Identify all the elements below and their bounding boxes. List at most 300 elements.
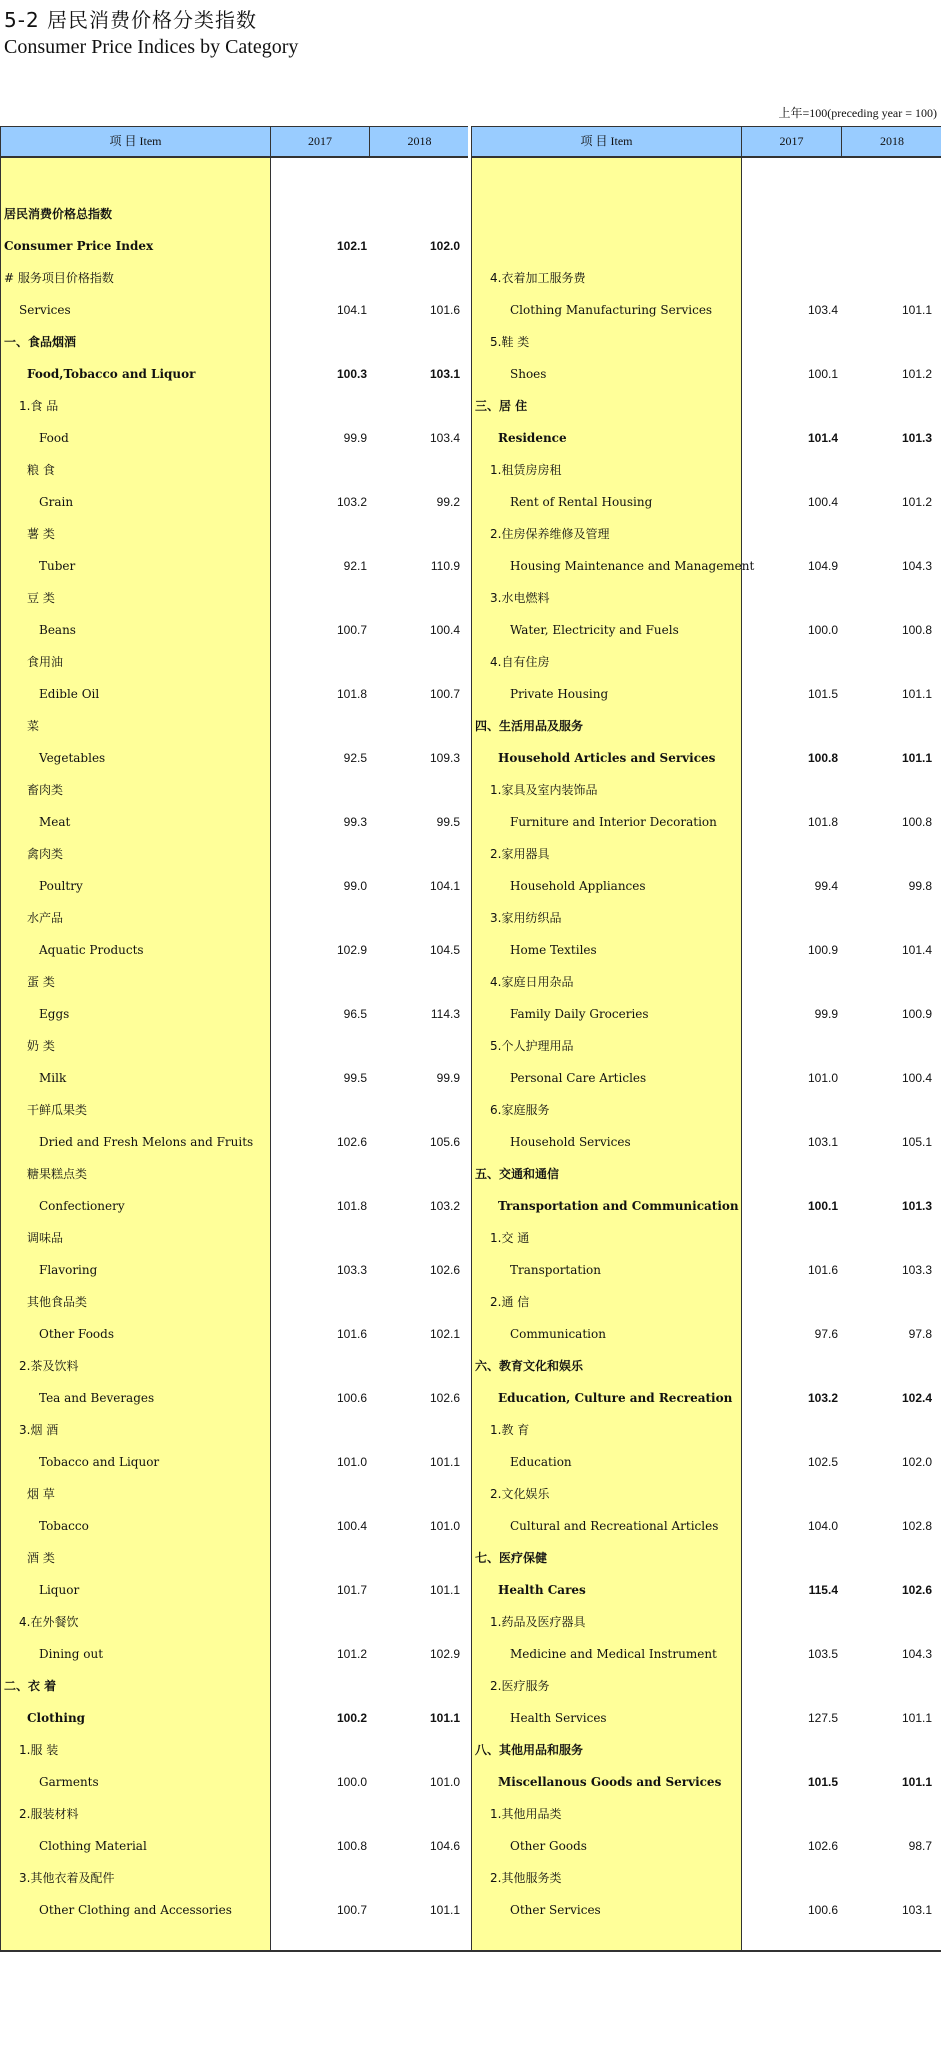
table-row [472,902,941,934]
value-2017: 101.8 [336,687,367,701]
value-2018 [842,1606,932,1638]
row-label: Other Goods [510,1839,587,1853]
value-2017 [271,166,367,198]
value-2018 [371,902,460,934]
table-row [1,1510,469,1542]
value-2017: 101.6 [807,1263,838,1277]
table-row [472,550,941,582]
table-row [472,646,941,678]
value-2017 [271,710,367,742]
value-2018 [842,710,932,742]
value-2018: 101.4 [901,943,932,957]
table-row [1,230,469,262]
value-2018: 104.3 [901,1647,932,1661]
table-row [1,454,469,486]
value-2017: 100.0 [336,1775,367,1789]
row-label: 粮 食 [27,463,55,477]
value-2017: 99.4 [814,879,838,893]
value-2018: 104.1 [429,879,460,893]
row-label: 一、食品烟酒 [4,335,77,349]
row-label: Tuber [39,559,76,573]
value-2018: 101.1 [429,1455,460,1469]
value-2017 [271,966,367,998]
value-2017: 103.5 [807,1647,838,1661]
value-2017: 100.8 [336,1839,367,1853]
value-2018: 101.1 [901,751,932,765]
table-row [1,1638,469,1670]
value-2017 [271,1798,367,1830]
value-2018: 101.1 [901,1711,932,1725]
table-row [472,1862,941,1894]
value-2017 [742,262,838,294]
row-label: 1.教 育 [490,1423,530,1437]
table-row [1,1830,469,1862]
table-row [472,1190,941,1222]
value-2018: 103.2 [429,1199,460,1213]
value-2018 [371,838,460,870]
value-2018 [371,1030,460,1062]
value-2018: 102.0 [901,1455,932,1469]
row-label: 其他食品类 [27,1295,88,1309]
row-label: Home Textiles [510,943,597,957]
table-row [472,806,941,838]
table-row [1,1766,469,1798]
value-2017 [271,646,367,678]
value-2018 [842,230,932,262]
table-row [1,1030,469,1062]
table-row [472,1510,941,1542]
value-2017: 92.1 [343,559,367,573]
row-label: Food,Tobacco and Liquor [27,367,196,381]
table-row [472,1766,941,1798]
value-2018 [842,518,932,550]
row-label: 3.水电燃料 [490,591,550,605]
value-2018: 102.6 [429,1391,460,1405]
table-header [472,126,941,158]
table-row [472,230,941,262]
value-2018: 98.7 [908,1839,932,1853]
row-label: 六、教育文化和娱乐 [475,1359,584,1373]
table-row [1,1414,469,1446]
table-row [472,678,941,710]
table-row [1,934,469,966]
table-row [1,582,469,614]
value-2018 [842,1286,932,1318]
value-2017 [742,518,838,550]
table-row [472,1286,941,1318]
table-row [472,1382,941,1414]
row-label: 四、生活用品及服务 [475,719,584,733]
row-label: 调味品 [27,1231,64,1245]
value-2017 [742,1030,838,1062]
table-row [1,1798,469,1830]
value-2018 [371,1350,460,1382]
value-2017 [271,1478,367,1510]
value-2018 [842,166,932,198]
value-2018 [371,198,460,230]
table-row [1,1542,469,1574]
row-label: 2.住房保养维修及管理 [490,527,610,541]
row-label: Liquor [39,1583,80,1597]
value-2017: 100.7 [336,623,367,637]
table-row [472,1702,941,1734]
table-row [472,1670,941,1702]
value-2018: 110.9 [430,559,460,573]
value-2017: 97.6 [814,1327,838,1341]
value-2017 [742,1478,838,1510]
value-2018 [371,326,460,358]
table-row [472,838,941,870]
value-2017 [742,774,838,806]
value-2017: 101.0 [807,1071,838,1085]
row-label: 2.通 信 [490,1295,530,1309]
value-2017: 99.3 [343,815,367,829]
row-label: Health Services [510,1711,607,1725]
header-2018: 2018 [407,134,432,148]
value-2017 [742,198,838,230]
row-label: Medicine and Medical Instrument [510,1647,717,1661]
value-2018 [842,198,932,230]
value-2018: 99.8 [908,879,932,893]
value-2018: 102.6 [901,1583,932,1597]
row-label: 禽肉类 [27,847,64,861]
value-2017: 127.5 [807,1711,838,1725]
value-2017 [271,838,367,870]
row-label: Edible Oil [39,687,100,701]
row-label: 糖果糕点类 [27,1167,88,1181]
row-label: 2.家用器具 [490,847,550,861]
row-label: 干鲜瓜果类 [27,1103,88,1117]
value-2018: 100.4 [429,623,460,637]
row-label: 1.租赁房房租 [490,463,562,477]
value-2018 [842,262,932,294]
value-2017: 101.5 [807,687,838,701]
header-2017: 2017 [742,127,842,156]
value-2018 [842,1094,932,1126]
value-2018 [842,1478,932,1510]
value-2018 [842,1670,932,1702]
value-2018: 97.8 [908,1327,932,1341]
table-row [472,1798,941,1830]
table-row [1,1894,469,1926]
value-2017 [271,390,367,422]
row-label: Transportation [510,1263,602,1277]
value-2018 [371,966,460,998]
unit-note: 上年=100(preceding year = 100) [778,106,937,120]
value-2018: 100.8 [901,623,932,637]
table-row [1,326,469,358]
table-row [472,1126,941,1158]
value-2018 [842,1542,932,1574]
row-label: 水产品 [27,911,64,925]
value-2017 [271,1030,367,1062]
value-2017 [271,1286,367,1318]
value-2018: 101.1 [429,1583,460,1597]
table-row [1,902,469,934]
value-2017 [271,1094,367,1126]
table-row [1,550,469,582]
value-2018: 102.6 [429,1263,460,1277]
value-2018 [371,454,460,486]
value-2017: 100.4 [807,495,838,509]
value-2018: 103.4 [429,431,460,445]
table-row [1,486,469,518]
row-label: Personal Care Articles [510,1071,647,1085]
value-2017: 96.5 [343,1007,367,1021]
value-2018 [842,838,932,870]
row-label: 6.家庭服务 [490,1103,550,1117]
value-2018 [371,1798,460,1830]
row-label: 1.交 通 [490,1231,530,1245]
row-label: 5.鞋 类 [490,335,530,349]
row-label: Water, Electricity and Fuels [510,623,679,637]
table-row [472,1222,941,1254]
value-2018: 101.1 [429,1903,460,1917]
table-row [1,358,469,390]
table-row [472,1446,941,1478]
value-2017 [742,166,838,198]
table-row [1,614,469,646]
table-row [472,1478,941,1510]
value-2018 [842,582,932,614]
value-2017: 101.8 [807,815,838,829]
table-row [1,518,469,550]
row-label: Flavoring [39,1263,98,1277]
value-2017: 100.8 [807,751,838,765]
row-label: Household Appliances [510,879,646,893]
value-2017: 101.6 [336,1327,367,1341]
table-row [1,1446,469,1478]
value-2017: 100.2 [336,1711,367,1725]
value-2018: 102.8 [901,1519,932,1533]
value-2018 [371,1158,460,1190]
row-label: 1.家具及室内装饰品 [490,783,598,797]
row-label: 2.其他服务类 [490,1871,562,1885]
value-2018 [371,582,460,614]
value-2017: 101.0 [336,1455,367,1469]
value-2018 [371,1414,460,1446]
table-row [472,710,941,742]
value-2018 [371,1542,460,1574]
table-row [1,1190,469,1222]
cpi-table [0,126,941,1951]
row-label: Confectionery [39,1199,125,1213]
value-2018 [842,902,932,934]
row-label: Clothing Material [39,1839,147,1853]
table-row [472,742,941,774]
row-label: Dried and Fresh Melons and Fruits [39,1135,254,1149]
value-2017: 100.3 [336,367,367,381]
table-row [472,1606,941,1638]
table-row [472,486,941,518]
value-2018: 100.8 [901,815,932,829]
value-2017 [271,454,367,486]
row-label: Poultry [39,879,83,893]
row-label: 4.自有住房 [490,655,550,669]
value-2017 [742,1286,838,1318]
value-2017: 99.9 [814,1007,838,1021]
value-2017 [271,1606,367,1638]
value-2017: 102.6 [336,1135,367,1149]
table-row [472,1094,941,1126]
value-2017 [742,646,838,678]
value-2018: 102.0 [429,239,460,253]
value-2018 [842,774,932,806]
row-label: Household Services [510,1135,631,1149]
table-row [472,294,941,326]
value-2017: 101.5 [807,1775,838,1789]
table-row [472,518,941,550]
row-label: Other Services [510,1903,601,1917]
value-2018 [371,262,460,294]
header-2018: 2018 [880,134,904,148]
table-row [1,742,469,774]
value-2017: 100.9 [807,943,838,957]
value-2017: 102.9 [336,943,367,957]
row-label: Residence [498,431,567,445]
value-2017 [271,1862,367,1894]
row-label: 三、居 住 [475,399,528,413]
value-2017 [271,518,367,550]
row-label: Family Daily Groceries [510,1007,649,1021]
row-label: Rent of Rental Housing [510,495,653,509]
value-2018 [842,1862,932,1894]
value-2017 [742,966,838,998]
table-row [472,262,941,294]
table-row [1,1702,469,1734]
row-label: 2.茶及饮料 [19,1359,79,1373]
row-label: Miscellanous Goods and Services [498,1775,722,1789]
table-row [1,166,469,198]
row-label: Cultural and Recreational Articles [510,1519,719,1533]
value-2017 [742,1158,838,1190]
table-row [472,934,941,966]
table-row [472,1542,941,1574]
row-label: 畜肉类 [27,783,64,797]
value-2017: 100.4 [336,1519,367,1533]
table-row [472,390,941,422]
value-2017 [271,326,367,358]
value-2017 [271,902,367,934]
table-row [472,1638,941,1670]
value-2018: 109.3 [429,751,460,765]
value-2017 [742,1734,838,1766]
value-2018: 101.1 [429,1711,460,1725]
row-label: 1.其他用品类 [490,1807,562,1821]
table-row [1,262,469,294]
value-2017: 104.0 [807,1519,838,1533]
value-2017: 100.1 [807,367,838,381]
value-2017: 100.6 [807,1903,838,1917]
table-row [472,1158,941,1190]
table-row [472,326,941,358]
value-2017 [742,582,838,614]
row-label: 1.食 品 [19,399,59,413]
value-2018: 104.6 [429,1839,460,1853]
value-2017: 100.6 [336,1391,367,1405]
value-2017 [271,1158,367,1190]
row-label: Aquatic Products [39,943,144,957]
row-label: Household Articles and Services [498,751,716,765]
value-2017: 115.4 [808,1583,838,1597]
table-row [1,294,469,326]
page-title-en: Consumer Price Indices by Category [4,36,299,58]
value-2018: 100.7 [429,687,460,701]
value-2018 [842,1158,932,1190]
row-label: 4.衣着加工服务费 [490,271,586,285]
table-row [1,1734,469,1766]
row-label: Food [39,431,69,445]
table-row [472,358,941,390]
row-label: Beans [39,623,76,637]
row-label: Transportation and Communication [498,1199,739,1213]
value-2018: 101.1 [901,303,932,317]
value-2017 [742,454,838,486]
row-label: 蛋 类 [27,975,55,989]
value-2018: 103.1 [429,367,460,381]
table-row [1,422,469,454]
value-2017 [271,1734,367,1766]
value-2017 [271,1350,367,1382]
row-label: Clothing [27,1711,86,1725]
row-label: Health Cares [498,1583,586,1597]
table-row [1,1670,469,1702]
value-2017 [271,582,367,614]
value-2018: 102.1 [429,1327,460,1341]
row-label: 菜 [27,719,40,733]
value-2018 [371,166,460,198]
table-row [472,1062,941,1094]
value-2017: 103.1 [807,1135,838,1149]
row-label: Dining out [39,1647,104,1661]
row-label: Milk [39,1071,67,1085]
value-2017: 104.1 [336,303,367,317]
row-label: 2.文化娱乐 [490,1487,550,1501]
value-2018 [842,1734,932,1766]
table-row [472,454,941,486]
table-row [472,1030,941,1062]
table-row [472,1414,941,1446]
value-2018 [842,1798,932,1830]
table-row [472,1830,941,1862]
table-row [472,774,941,806]
value-2017 [271,1222,367,1254]
table-row [1,678,469,710]
row-label: Tea and Beverages [39,1391,155,1405]
value-2017 [271,1542,367,1574]
row-label: Communication [510,1327,606,1341]
right-panel [471,126,941,1950]
table-row [1,998,469,1030]
value-2017 [271,198,367,230]
value-2017 [742,1798,838,1830]
table-row [1,1062,469,1094]
table-row [472,998,941,1030]
value-2018: 101.2 [901,495,932,509]
row-label: Vegetables [39,751,106,765]
value-2017: 99.9 [343,431,367,445]
value-2018 [371,774,460,806]
row-label: 1.药品及医疗器具 [490,1615,586,1629]
value-2018: 114.3 [430,1007,460,1021]
table-row [472,1894,941,1926]
value-2018 [371,1222,460,1254]
table-row [1,870,469,902]
row-label: 食用油 [27,655,64,669]
row-label: Private Housing [510,687,609,701]
table-row [472,1734,941,1766]
value-2018 [842,1414,932,1446]
